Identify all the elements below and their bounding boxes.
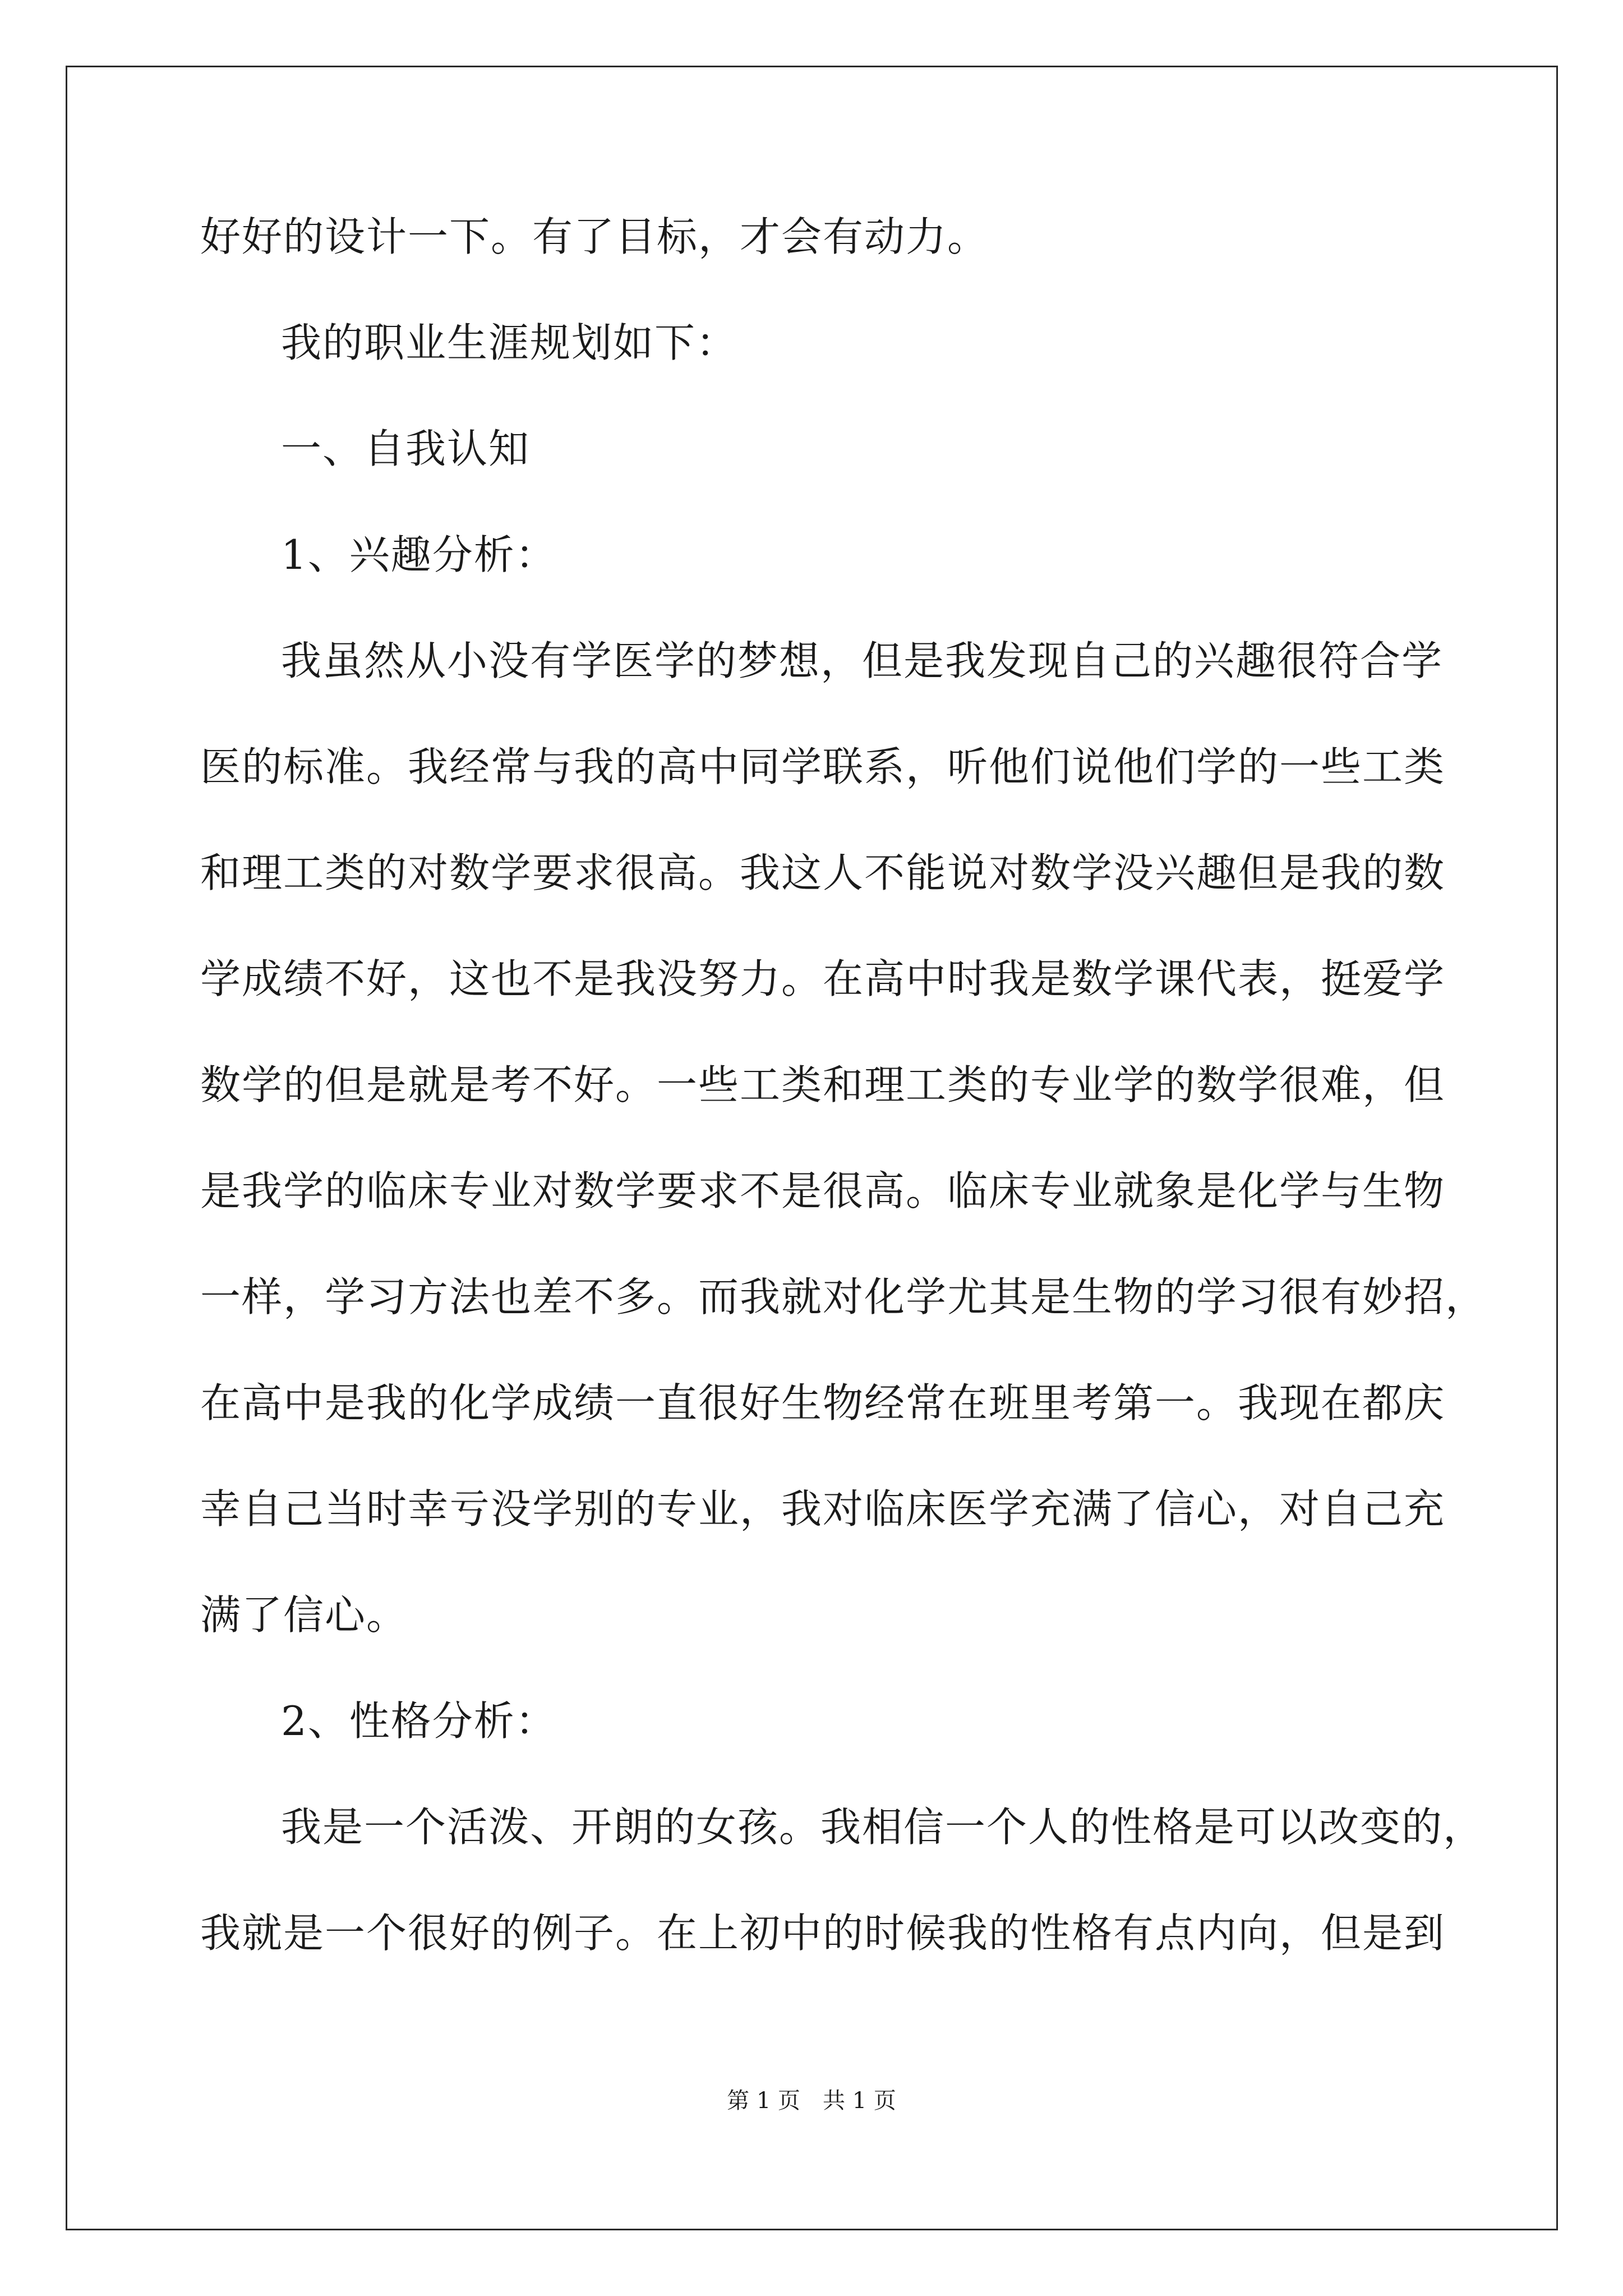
- text-line: 学成绩不好，这也不是我没努力。在高中时我是数学课代表，挺爱学: [200, 955, 1446, 1002]
- section-heading: 一、自我认知: [281, 425, 531, 472]
- text-line: 和理工类的对数学要求很高。我这人不能说对数学没兴趣但是我的数: [200, 849, 1446, 896]
- subsection-heading: 1、兴趣分析：: [281, 531, 557, 578]
- text-line: 是我学的临床专业对数学要求不是很高。临床专业就象是化学与生物: [200, 1167, 1446, 1214]
- subsection-heading: 2、性格分析：: [281, 1697, 557, 1745]
- text-line: 我虽然从小没有学医学的梦想，但是我发现自己的兴趣很符合学: [281, 637, 1444, 684]
- text-line: 我是一个活泼、开朗的女孩。我相信一个人的性格是可以改变的，: [281, 1803, 1485, 1851]
- document-body: [200, 210, 1487, 2013]
- text-line: 满了信心。: [200, 1591, 408, 1639]
- text-line: 数学的但是就是考不好。一些工类和理工类的专业学的数学很难，但: [200, 1061, 1446, 1108]
- text-line: 我的职业生涯规划如下：: [281, 319, 738, 366]
- text-line: 一样，学习方法也差不多。而我就对化学尤其是生物的学习很有妙招，: [200, 1273, 1487, 1320]
- page-number: 第 1 页 共 1 页: [727, 2088, 896, 2114]
- text-line: 在高中是我的化学成绩一直很好生物经常在班里考第一。我现在都庆: [200, 1379, 1446, 1427]
- text-line: 好好的设计一下。有了目标，才会有动力。: [200, 213, 989, 260]
- text-line: 幸自己当时幸亏没学别的专业，我对临床医学充满了信心，对自己充: [200, 1485, 1446, 1533]
- text-line: 医的标准。我经常与我的高中同学联系，听他们说他们学的一些工类: [200, 743, 1446, 790]
- text-line: 我就是一个很好的例子。在上初中的时候我的性格有点内向，但是到: [200, 1910, 1446, 1957]
